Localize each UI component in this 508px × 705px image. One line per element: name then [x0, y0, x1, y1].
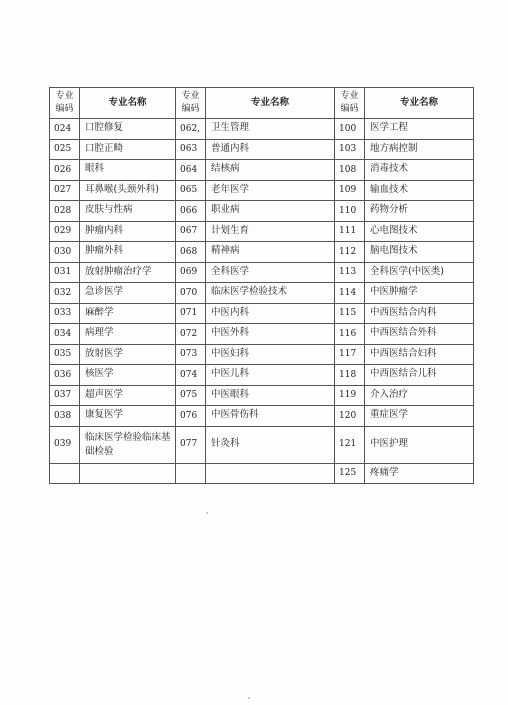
specialty-name-cell: 老年医学 [206, 180, 335, 201]
specialty-name-cell: 麻醉学 [80, 303, 176, 324]
table-row [50, 463, 474, 484]
table-row [50, 180, 474, 201]
specialty-code-table [49, 87, 474, 484]
specialty-code-cell: 110 [335, 201, 365, 222]
specialty-name-cell: 中西医结合内科 [365, 303, 474, 324]
specialty-name-cell: 口腔修复 [80, 119, 176, 140]
specialty-name-cell: 中医儿科 [206, 365, 335, 386]
specialty-code-cell: 118 [335, 365, 365, 386]
specialty-code-cell: 071 [176, 303, 206, 324]
specialty-name-cell: 肿瘤外科 [80, 242, 176, 263]
specialty-code-cell: 029 [50, 221, 80, 242]
specialty-name-cell [206, 463, 335, 484]
specialty-name-cell: 普通内科 [206, 139, 335, 160]
table-row [50, 344, 474, 365]
specialty-code-cell: 069 [176, 262, 206, 283]
specialty-code-cell: 111 [335, 221, 365, 242]
specialty-code-cell: 031 [50, 262, 80, 283]
table-row [50, 262, 474, 283]
specialty-name-cell: 临床医学检验临床基础检验 [80, 426, 176, 463]
table-row [50, 385, 474, 406]
specialty-code-cell: 113 [335, 262, 365, 283]
specialty-name-cell: 中医骨伤科 [206, 406, 335, 427]
specialty-name-cell: 康复医学 [80, 406, 176, 427]
specialty-code-cell: 027 [50, 180, 80, 201]
table-row [50, 303, 474, 324]
specialty-name-cell: 口腔正畸 [80, 139, 176, 160]
specialty-name-cell: 中医眼科 [206, 385, 335, 406]
specialty-name-cell: 临床医学检验技术 [206, 283, 335, 304]
specialty-code-cell: 036 [50, 365, 80, 386]
specialty-name-cell: 卫生管理 [206, 119, 335, 140]
specialty-code-cell: 032 [50, 283, 80, 304]
specialty-name-cell: 中西医结合外科 [365, 324, 474, 345]
specialty-code-cell: 077 [176, 426, 206, 463]
specialty-code-cell: 062, [176, 119, 206, 140]
specialty-name-cell: 消毒技术 [365, 160, 474, 181]
specialty-code-cell: 100 [335, 119, 365, 140]
specialty-code-cell: 065 [176, 180, 206, 201]
scan-speck [248, 697, 250, 699]
specialty-name-cell: 超声医学 [80, 385, 176, 406]
specialty-code-cell: 114 [335, 283, 365, 304]
specialty-name-cell: 放射肿瘤治疗学 [80, 262, 176, 283]
specialty-code-cell: 073 [176, 344, 206, 365]
specialty-name-cell: 放射医学 [80, 344, 176, 365]
specialty-code-cell: 121 [335, 426, 365, 463]
specialty-code-cell: 037 [50, 385, 80, 406]
table-row [50, 426, 474, 463]
header-name-1: 专业名称 [80, 88, 176, 119]
table-row [50, 242, 474, 263]
specialty-name-cell: 疼痛学 [365, 463, 474, 484]
specialty-code-cell [176, 463, 206, 484]
specialty-name-cell: 中医护理 [365, 426, 474, 463]
header-code-3: 专业编码 [335, 88, 365, 119]
table-row [50, 160, 474, 181]
specialty-code-cell: 076 [176, 406, 206, 427]
specialty-code-cell: 067 [176, 221, 206, 242]
specialty-code-cell: 066 [176, 201, 206, 222]
specialty-name-cell: 肿瘤内科 [80, 221, 176, 242]
specialty-name-cell: 职业病 [206, 201, 335, 222]
specialty-name-cell: 全科医学 [206, 262, 335, 283]
specialty-name-cell: 输血技术 [365, 180, 474, 201]
specialty-name-cell: 药物分析 [365, 201, 474, 222]
table-row [50, 324, 474, 345]
specialty-code-cell: 025 [50, 139, 80, 160]
specialty-code-cell: 074 [176, 365, 206, 386]
specialty-code-cell: 070 [176, 283, 206, 304]
table-row [50, 406, 474, 427]
scan-speck [206, 512, 208, 514]
header-name-2: 专业名称 [206, 88, 335, 119]
specialty-code-cell: 103 [335, 139, 365, 160]
specialty-name-cell: 地方病控制 [365, 139, 474, 160]
specialty-code-cell: 063 [176, 139, 206, 160]
specialty-code-cell: 109 [335, 180, 365, 201]
specialty-code-cell: 116 [335, 324, 365, 345]
specialty-name-cell: 针灸科 [206, 426, 335, 463]
specialty-name-cell: 精神病 [206, 242, 335, 263]
specialty-code-cell: 119 [335, 385, 365, 406]
specialty-code-cell: 125 [335, 463, 365, 484]
specialty-name-cell: 心电图技术 [365, 221, 474, 242]
specialty-name-cell: 病理学 [80, 324, 176, 345]
specialty-code-cell: 068 [176, 242, 206, 263]
specialty-code-cell: 117 [335, 344, 365, 365]
specialty-name-cell: 中西医结合妇科 [365, 344, 474, 365]
specialty-code-cell: 072 [176, 324, 206, 345]
specialty-name-cell: 介入治疗 [365, 385, 474, 406]
specialty-code-cell: 033 [50, 303, 80, 324]
specialty-name-cell: 计划生育 [206, 221, 335, 242]
specialty-code-cell: 030 [50, 242, 80, 263]
specialty-name-cell: 医学工程 [365, 119, 474, 140]
table-body [50, 119, 474, 484]
header-name-3: 专业名称 [365, 88, 474, 119]
specialty-name-cell: 脑电图技术 [365, 242, 474, 263]
table-row [50, 283, 474, 304]
specialty-code-cell: 028 [50, 201, 80, 222]
specialty-name-cell: 中医外科 [206, 324, 335, 345]
specialty-code-cell: 026 [50, 160, 80, 181]
table-header-row [50, 88, 474, 119]
specialty-name-cell: 中医肿瘤学 [365, 283, 474, 304]
specialty-code-cell: 034 [50, 324, 80, 345]
specialty-name-cell: 耳鼻喉(头颈外科) [80, 180, 176, 201]
specialty-code-cell: 038 [50, 406, 80, 427]
specialty-name-cell: 皮肤与性病 [80, 201, 176, 222]
specialty-code-cell: 115 [335, 303, 365, 324]
specialty-code-cell: 075 [176, 385, 206, 406]
specialty-name-cell: 核医学 [80, 365, 176, 386]
specialty-name-cell: 中医内科 [206, 303, 335, 324]
table-row [50, 139, 474, 160]
specialty-code-cell: 120 [335, 406, 365, 427]
header-code-2: 专业编码 [176, 88, 206, 119]
specialty-code-cell: 035 [50, 344, 80, 365]
table-row [50, 221, 474, 242]
specialty-name-cell: 中西医结合儿科 [365, 365, 474, 386]
table-row [50, 119, 474, 140]
header-code-1: 专业编码 [50, 88, 80, 119]
specialty-code-cell: 064 [176, 160, 206, 181]
specialty-code-cell [50, 463, 80, 484]
specialty-name-cell: 眼科 [80, 160, 176, 181]
specialty-name-cell: 急诊医学 [80, 283, 176, 304]
specialty-code-cell: 039 [50, 426, 80, 463]
specialty-code-cell: 108 [335, 160, 365, 181]
table-row [50, 365, 474, 386]
specialty-code-cell: 024 [50, 119, 80, 140]
table-row [50, 201, 474, 222]
specialty-name-cell [80, 463, 176, 484]
specialty-name-cell: 全科医学(中医类) [365, 262, 474, 283]
specialty-code-cell: 112 [335, 242, 365, 263]
specialty-name-cell: 重症医学 [365, 406, 474, 427]
specialty-name-cell: 结核病 [206, 160, 335, 181]
specialty-name-cell: 中医妇科 [206, 344, 335, 365]
